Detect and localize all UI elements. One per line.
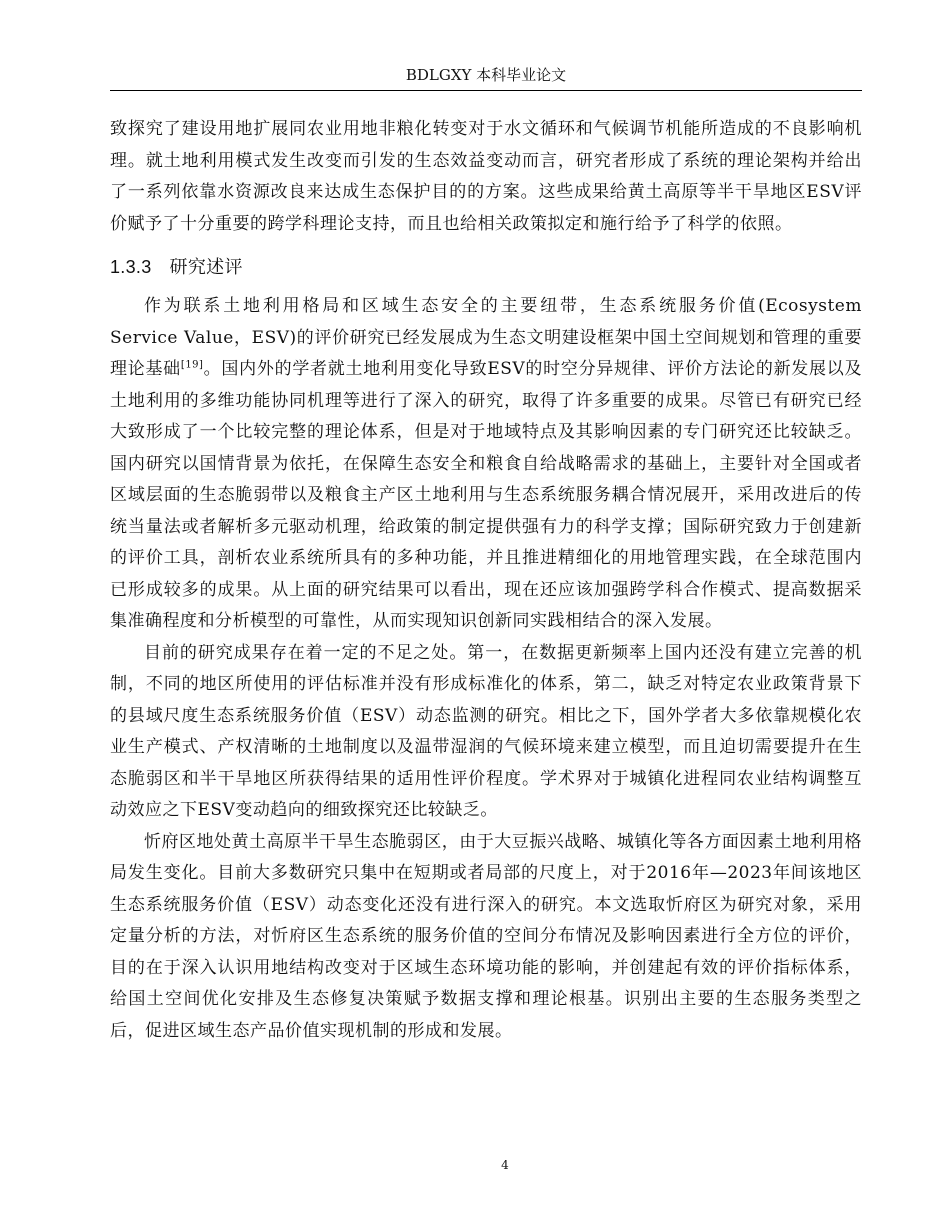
section-heading xyxy=(110,250,862,285)
section-title: 研究述评 xyxy=(169,257,243,278)
para1-text-a: 作为联系土地利用格局和区域生态安全的主要纽带，生态系统服务价值(Ecosystem Service Value，ESV)的评价研究已经发展成为生态文明建设框架中国土空间规划和管理的重要理论基础 xyxy=(110,296,862,379)
section-number: 1.3.3 xyxy=(110,257,152,277)
body-paragraph-1 xyxy=(110,291,862,638)
header-title: BDLGXY 本科毕业论文 xyxy=(405,66,567,84)
body-paragraph-2: 目前的研究成果存在着一定的不足之处。第一，在数据更新频率上国内还没有建立完善的机制，不同的地区所使用的评估标准并没有形成标准化的体系，第二，缺乏对特定农业政策背景下的县域尺度生态系统服务价值（ESV）动态监测的研究。相比之下，国外学者大多依靠规模化农业生产模式、产权清晰的土地制度以及温带湿润的气候环境来建立模型，而且迫切需要提升在生态脆弱区和半干旱地区所获得结果的适用性评价程度。学术界对于城镇化进程同农业结构调整互动效应之下ESV变动趋向的细致探究还比较缺乏。 xyxy=(110,642,862,820)
page-footer xyxy=(0,1158,950,1172)
citation-ref: [19] xyxy=(180,359,204,371)
intro-paragraph: 致探究了建设用地扩展同农业用地非粮化转变对于水文循环和气候调节机能所造成的不良影响机理。就土地利用模式发生改变而引发的生态效益变动而言，研究者形成了系统的理论架构并给出了一系列依靠水资源改良来达成生态保护目的的方案。这些成果给黄土高原等半干旱地区ESV评价赋予了十分重要的跨学科理论支持，而且也给相关政策拟定和施行给予了科学的依照。 xyxy=(110,119,862,234)
page-header xyxy=(110,62,862,91)
page-body xyxy=(110,114,862,1047)
para1-text-b: 。国内外的学者就土地利用变化导致ESV的时空分异规律、评价方法论的新发展以及土地利用的多维功能协同机理等进行了深入的研究，取得了许多重要的成果。尽管已有研究已经大致形成了一个比较完整的理论体系，但是对于地域特点及其影响因素的专门研究还比较缺乏。国内研究以国情背景为依托，在保障生态安全和粮食自给战略需求的基础上，主要针对全国或者区域层面的生态脆弱带以及粮食主产区土地利用与生态系统服务耦合情况展开，采用改进后的传统当量法或者解析多元驱动机理，给政策的制定提供强有力的科学支撑；国际研究致力于创建新的评价工具，剖析农业系统所具有的多种功能，并且推进精细化的用地管理实践，在全球范围内已形成较多的成果。从上面的研究结果可以看出，现在还应该加强跨学科合作模式、提高数据采集准确程度和分析模型的可靠性，从而实现知识创新同实践相结合的深入发展。 xyxy=(110,359,862,631)
body-paragraph-3: 忻府区地处黄土高原半干旱生态脆弱区，由于大豆振兴战略、城镇化等各方面因素土地利用格局发生变化。目前大多数研究只集中在短期或者局部的尺度上，对于2016年—2023年间该地区生态系统服务价值（ESV）动态变化还没有进行深入的研究。本文选取忻府区为研究对象，采用定量分析的方法，对忻府区生态系统的服务价值的空间分布情况及影响因素进行全方位的评价，目的在于深入认识用地结构改变对于区域生态环境功能的影响，并创建起有效的评价指标体系，给国土空间优化安排及生态修复决策赋予数据支撑和理论根基。识别出主要的生态服务类型之后，促进区域生态产品价值实现机制的形成和发展。 xyxy=(110,831,862,1041)
page-number: 4 xyxy=(501,1158,509,1172)
